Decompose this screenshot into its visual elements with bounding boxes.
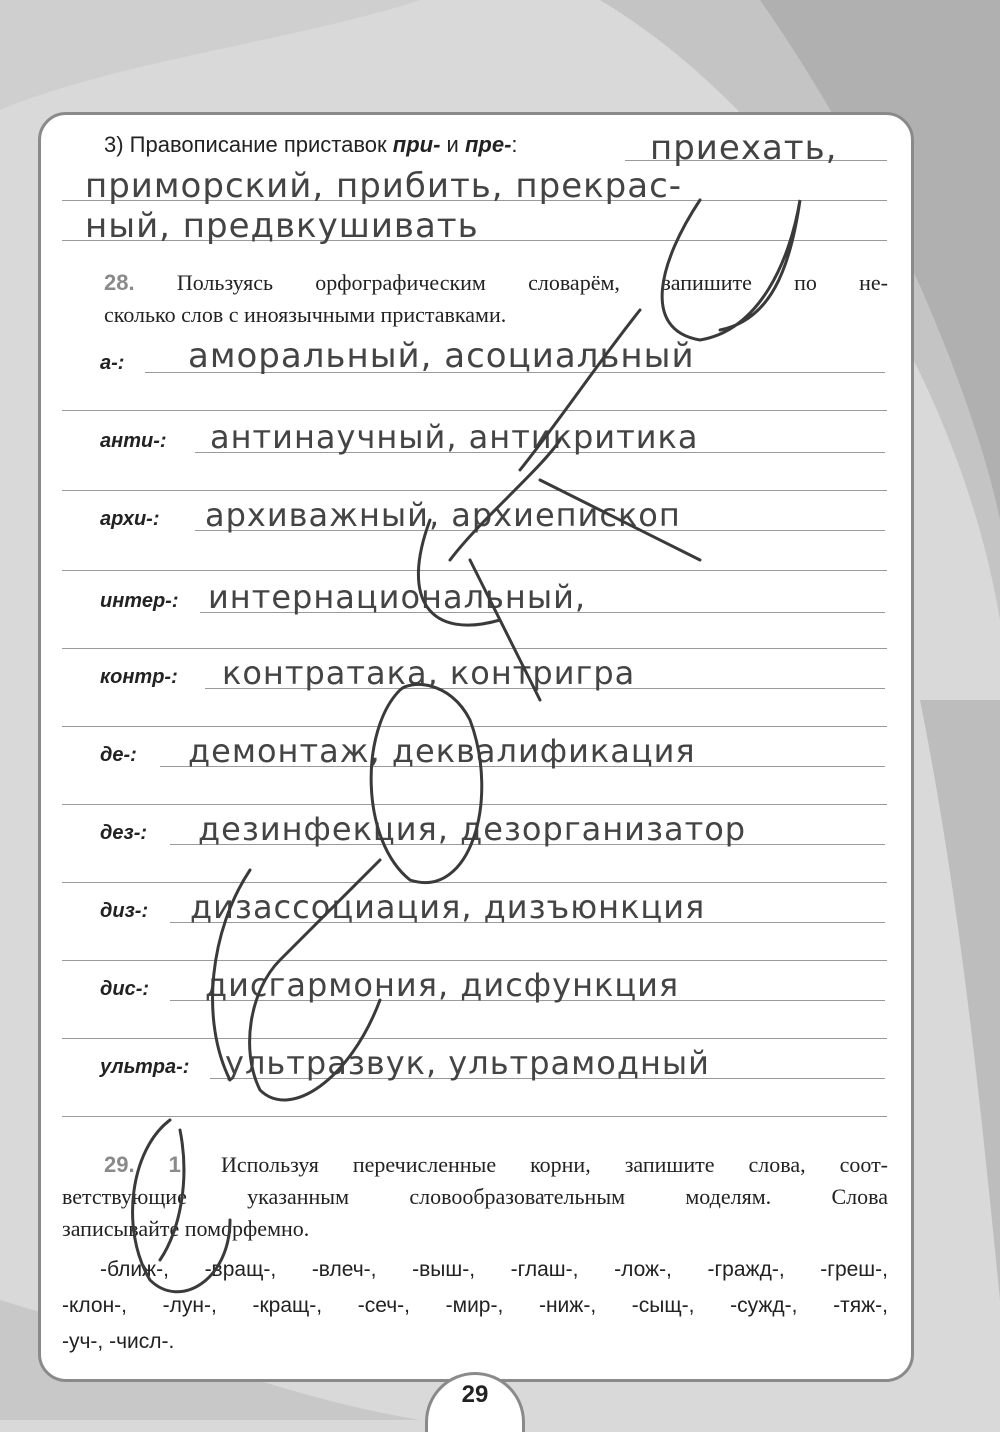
answer-de: демонтаж, деквалификация bbox=[188, 732, 696, 770]
handwritten-answer: ный, предвкушивать bbox=[85, 206, 479, 246]
task3-number: 3) bbox=[104, 132, 124, 157]
prefix-label-dez: дез-: bbox=[100, 822, 148, 844]
answer-line bbox=[62, 490, 887, 491]
answer-line bbox=[62, 570, 887, 571]
task29-number: 29. bbox=[104, 1152, 135, 1177]
answer-line bbox=[62, 804, 887, 805]
answer-line bbox=[62, 648, 887, 649]
handwritten-answer: приморский, прибить, прекрас- bbox=[85, 166, 683, 206]
prefix-pre: пре- bbox=[464, 132, 512, 157]
task3-text: Правописание приставок bbox=[123, 132, 393, 157]
answer-a: аморальный, асоциальный bbox=[188, 336, 695, 376]
task3-prompt bbox=[104, 132, 518, 158]
handwritten-answer: приехать, bbox=[650, 128, 838, 168]
answer-ultra: ультразвук, ультрамодный bbox=[225, 1044, 710, 1082]
answer-line bbox=[62, 1116, 887, 1117]
task28-text: Пользуясь орфографическим словарём, запишите по не- bbox=[176, 270, 888, 295]
prefix-label-ultra: ультра-: bbox=[100, 1056, 190, 1078]
roots-line1: -ближ-, -вращ-, -влеч-, -выш-, -глаш-, -лож-, -гражд-, -греш-, bbox=[100, 1258, 888, 1281]
answer-dis: дисгармония, дисфункция bbox=[205, 966, 680, 1004]
task3-colon: : bbox=[511, 132, 518, 157]
answer-anti: антинаучный, антикритика bbox=[210, 418, 699, 456]
answer-line bbox=[62, 410, 887, 411]
task3-and: и bbox=[440, 132, 465, 157]
page-number: 29 bbox=[461, 1381, 489, 1408]
prefix-label-de: де-: bbox=[100, 744, 137, 766]
answer-inter: интернациональный, bbox=[208, 578, 587, 616]
answer-archi: архиважный, архиепископ bbox=[205, 496, 681, 534]
prefix-label-anti: анти-: bbox=[100, 430, 167, 452]
task28-line2: сколько слов с иноязычными приставками. bbox=[104, 302, 507, 327]
prefix-label-diz: диз-: bbox=[100, 900, 149, 922]
prefix-label-dis: дис-: bbox=[100, 978, 150, 1000]
task29-subnumber: 1. bbox=[168, 1152, 187, 1177]
answer-line bbox=[62, 726, 887, 727]
answer-kontr: контратака, контригра bbox=[222, 654, 636, 692]
prefix-pri: при- bbox=[392, 132, 441, 157]
task29-line1 bbox=[104, 1152, 888, 1178]
task29-line3: записывайте поморфемно. bbox=[62, 1216, 310, 1241]
prefix-label-inter: интер-: bbox=[100, 590, 179, 612]
prefix-label-archi: архи-: bbox=[100, 508, 160, 530]
answer-line bbox=[62, 1038, 887, 1039]
answer-dez: дезинфекция, дезорганизатор bbox=[198, 810, 747, 848]
task29-line2: ветствующие указанным словообразовательным моделям. Слова bbox=[62, 1184, 888, 1209]
prefix-label-kontr: контр-: bbox=[100, 666, 178, 688]
roots-line3: -уч-, -числ-. bbox=[62, 1330, 175, 1353]
answer-line bbox=[62, 882, 887, 883]
roots-line2: -клон-, -лун-, -кращ-, -сеч-, -мир-, -ниж-, -сыщ-, -сужд-, -тяж-, bbox=[62, 1294, 888, 1317]
task29-text1: Используя перечисленные корни, запишите слова, соот- bbox=[220, 1152, 889, 1177]
task28-number: 28. bbox=[104, 270, 135, 295]
prefix-label-a: а-: bbox=[100, 352, 125, 374]
answer-diz: дизассоциация, дизъюнкция bbox=[190, 888, 706, 926]
answer-line bbox=[62, 960, 887, 961]
task28-line1 bbox=[104, 270, 888, 296]
